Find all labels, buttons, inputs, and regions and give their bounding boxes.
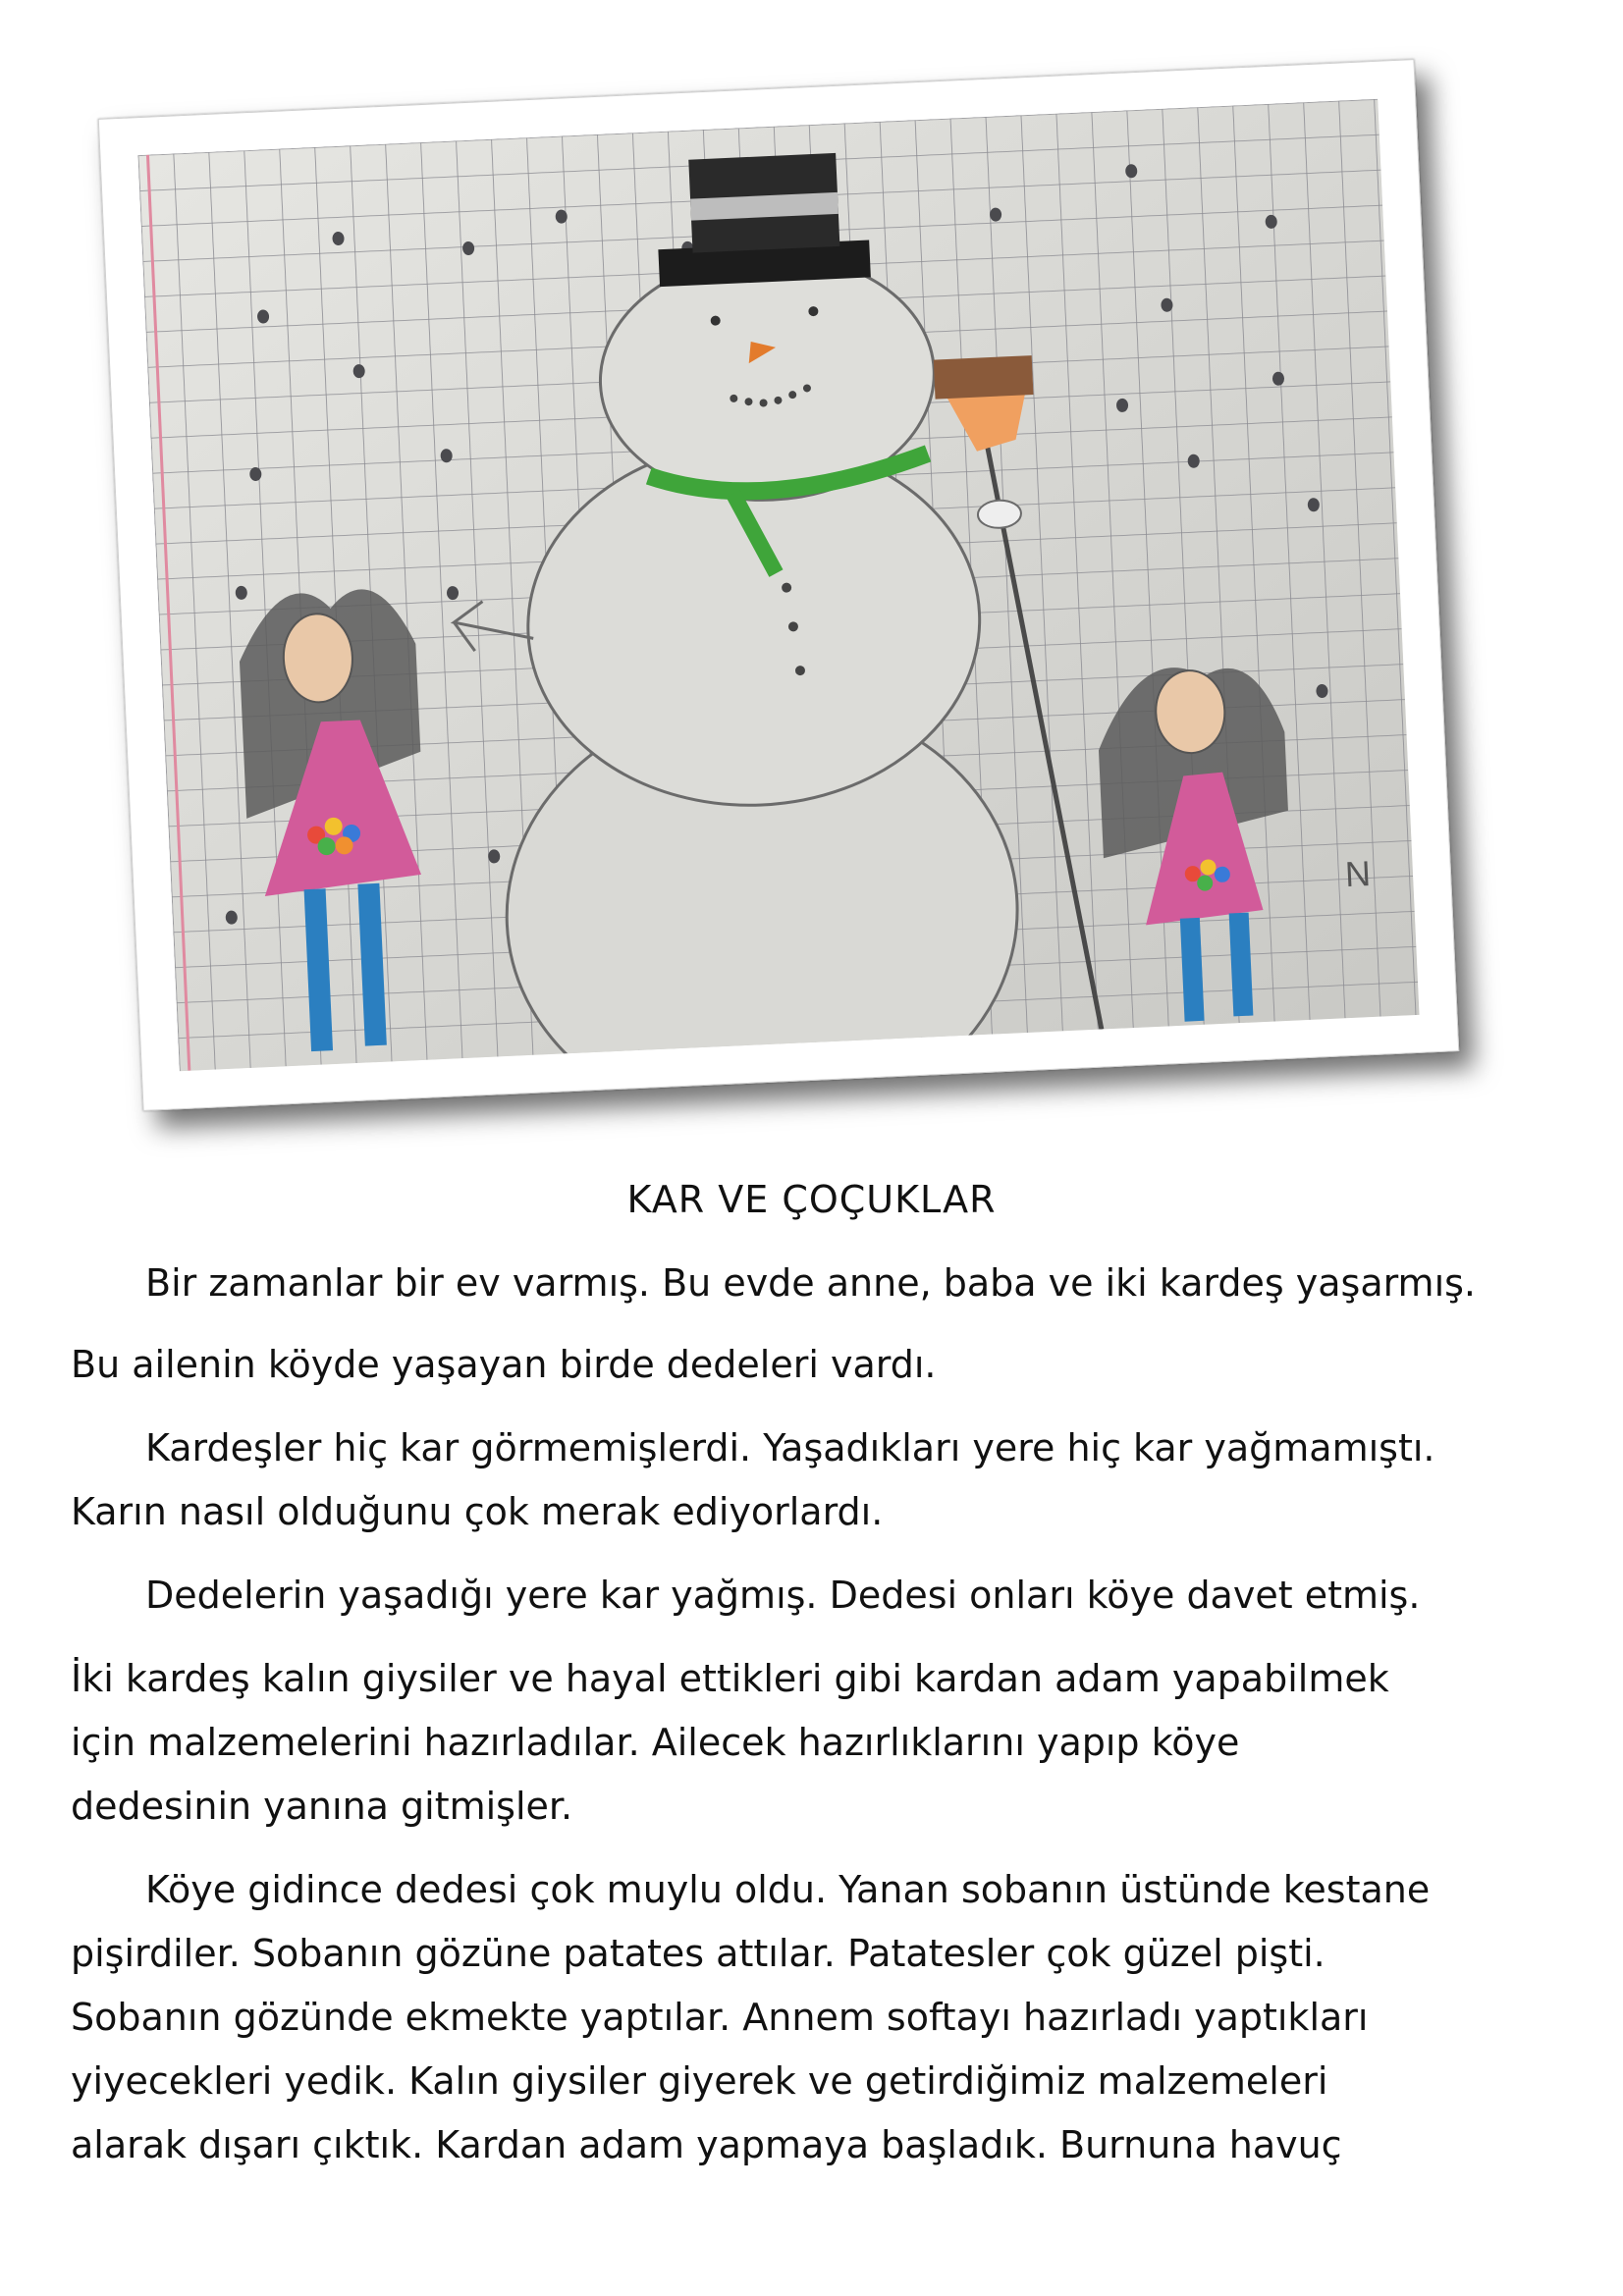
drawing-photo-frame <box>98 59 1460 1111</box>
story-line: Sobanın gözünde ekmekte yaptılar. Annem softayı hazırladı yaptıkları <box>71 1996 1369 2039</box>
story-line: Dedelerin yaşadığı yere kar yağmış. Dedesi onları köye davet etmiş. <box>145 1574 1421 1617</box>
story-line: için malzemelerini hazırladılar. Ailecek hazırlıklarını yapıp köye <box>71 1721 1240 1764</box>
signature-mark: N <box>1344 852 1372 895</box>
story-line: alarak dışarı çıktık. Kardan adam yapmaya başladık. Burnuna havuç <box>71 2123 1342 2166</box>
story-line: pişirdiler. Sobanın gözüne patates attılar. Patatesler çok güzel pişti. <box>71 1932 1325 1975</box>
story-line: Bir zamanlar bir ev varmış. Bu evde anne, baba ve iki kardeş yaşarmış. <box>145 1261 1477 1305</box>
story-line: Bu ailenin köyde yaşayan birde dedeleri vardı. <box>71 1343 937 1386</box>
story-line: Karın nasıl olduğunu çok merak ediyorlardı. <box>71 1490 884 1533</box>
story-line: Kardeşler hiç kar görmemişlerdi. Yaşadıkları yere hiç kar yağmamıştı. <box>145 1426 1435 1469</box>
story-line: dedesinin yanına gitmişler. <box>71 1785 573 1828</box>
story-line: İki kardeş kalın giysiler ve hayal ettikleri gibi kardan adam yapabilmek <box>71 1657 1389 1700</box>
snowman-drawing <box>137 99 1419 1071</box>
story-line: Köye gidince dedesi çok muylu oldu. Yanan sobanın üstünde kestane <box>145 1868 1431 1911</box>
story-title: KAR VE ÇOÇUKLAR <box>626 1178 997 1221</box>
story-line: yiyecekleri yedik. Kalın giysiler giyerek ve getirdiğimiz malzemeleri <box>71 2059 1328 2103</box>
